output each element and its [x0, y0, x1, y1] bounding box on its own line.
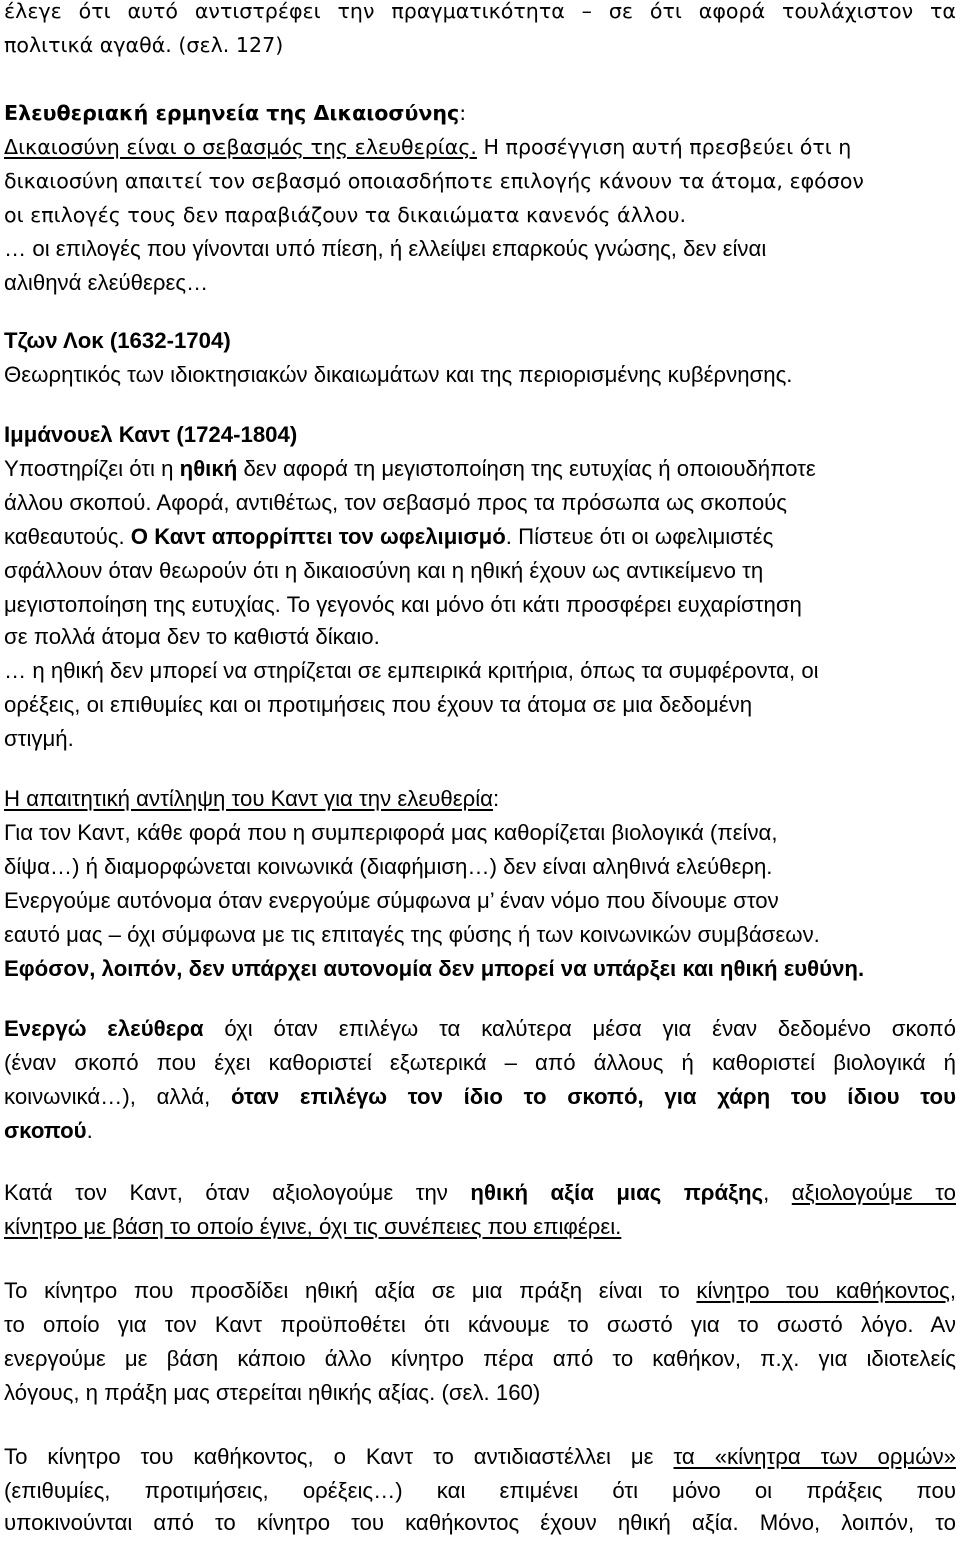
text-run: ενεργούμε με βάση κάποιο άλλο κίνητρο πέρα από το καθήκον, π.χ. για ιδιοτελείς	[4, 1346, 956, 1371]
text-run: καθεαυτούς.	[4, 524, 131, 549]
text-run: ,	[949, 1278, 956, 1303]
text-line	[4, 1210, 621, 1244]
text-line	[4, 884, 779, 918]
text-run: δικαιοσύνη απαιτεί τον σεβασμό οποιασδήποτε επιλογής κάνουν τα άτομα, εφόσον	[4, 169, 864, 193]
text-run: Υποστηρίζει ότι η	[4, 456, 180, 481]
bold-text-run: όταν επιλέγω τον ίδιο το σκοπό, για χάρη του ίδιου του	[231, 1084, 956, 1109]
text-run: αλιθηνά ελεύθερες…	[4, 270, 209, 295]
text-run: το οποίο για τον Καντ προϋποθέτει ότι κάνουμε το σωστό για το σωστό λόγο. Αν	[4, 1312, 956, 1337]
text-run: μεγιστοποίηση της ευτυχίας. Το γεγονός και μόνο ότι κάτι προσφέρει ευχαρίστηση	[4, 592, 802, 617]
bold-text-run: Ενεργώ ελεύθερα	[4, 1016, 204, 1041]
section-heading	[4, 324, 231, 358]
section-heading	[4, 418, 297, 452]
bold-text-run: Ιμμάνουελ Καντ (1724-1804)	[4, 422, 298, 447]
text-line	[4, 164, 864, 198]
text-run: δίψα…) ή διαμορφώνεται κοινωνικά (διαφήμιση…) δεν είναι αληθινά ελεύθερη.	[4, 854, 773, 879]
underlined-text-run: κίνητρο του καθήκοντος	[696, 1278, 950, 1303]
text-run: δεν αφορά τη μεγιστοποίηση της ευτυχίας ή οποιουδήποτε	[237, 456, 816, 481]
text-run: υποκινούνται από το κίνητρο του καθήκοντος έχουν ηθική αξία. Μόνο, λοιπόν, το	[4, 1510, 956, 1535]
text-line	[4, 1342, 956, 1376]
text-run: κοινωνικά…), αλλά,	[4, 1084, 232, 1109]
text-line	[4, 620, 380, 654]
text-run: εαυτό μας – όχι σύμφωνα με τις επιταγές της φύσης ή των κοινωνικών συμβάσεων.	[4, 922, 820, 947]
text-line	[4, 1012, 956, 1046]
text-run: ,	[763, 1180, 792, 1205]
text-run: . Πίστευε ότι οι ωφελιμιστές	[505, 524, 774, 549]
text-run: πολιτικά αγαθά. (σελ. 127)	[4, 33, 284, 57]
text-line	[4, 918, 820, 952]
text-line	[4, 1046, 956, 1080]
text-line	[4, 28, 283, 62]
text-line	[4, 266, 208, 300]
text-run: (επιθυμίες, προτιμήσεις, ορέξεις…) και επιμένει ότι μόνο οι πράξεις που	[4, 1478, 956, 1503]
text-line	[4, 1440, 956, 1474]
text-run: όχι όταν επιλέγω τα καλύτερα μέσα για έναν δεδομένο σκοπό	[203, 1016, 956, 1041]
text-run: (έναν σκοπό που έχει καθοριστεί εξωτερικά – από άλλους ή καθοριστεί βιολογικά ή	[4, 1050, 956, 1075]
bold-text-run: Ελευθεριακή ερμηνεία της Δικαιοσύνης	[4, 101, 460, 125]
text-run: … οι επιλογές που γίνονται υπό πίεση, ή ελλείψει επαρκούς γνώσης, δεν είναι	[4, 236, 767, 261]
text-run: :	[459, 101, 467, 125]
text-run: Θεωρητικός των ιδιοκτησιακών δικαιωμάτων και της περιορισμένης κυβέρνησης.	[4, 362, 793, 387]
underlined-text-run: Δικαιοσύνη είναι ο σεβασμός της ελευθερίας.	[4, 135, 477, 159]
text-line	[4, 722, 74, 756]
text-line	[4, 554, 763, 588]
bold-text-run: Εφόσον, λοιπόν, δεν υπάρχει αυτονομία δεν μπορεί να υπάρξει και ηθική ευθύνη.	[4, 956, 865, 981]
text-run: Για τον Καντ, κάθε φορά που η συμπεριφορά μας καθορίζεται βιολογικά (πείνα,	[4, 820, 778, 845]
text-run: σε πολλά άτομα δεν το καθιστά δίκαιο.	[4, 624, 380, 649]
bold-text-run: ηθική	[179, 456, 238, 481]
text-line	[4, 1308, 956, 1342]
text-line	[4, 1080, 956, 1114]
text-run: στιγμή.	[4, 726, 74, 751]
underlined-text-run: Η απαιτητική αντίληψη του Καντ για την ελευθερία	[4, 786, 493, 811]
text-line	[4, 1474, 956, 1508]
underlined-text-run: κίνητρο με βάση το οποίο έγινε, όχι τις συνέπειες που επιφέρει.	[4, 1214, 622, 1239]
text-run: Το κίνητρο που προσδίδει ηθική αξία σε μια πράξη είναι το	[4, 1278, 697, 1303]
bold-text-run: Ο Καντ απορρίπτει τον ωφελιμισμό	[130, 524, 506, 549]
text-line	[4, 1114, 93, 1148]
text-line	[4, 850, 772, 884]
text-run: Το κίνητρο του καθήκοντος, ο Καντ το αντιδιαστέλλει με	[4, 1444, 674, 1469]
text-line	[4, 816, 778, 850]
text-line	[4, 358, 792, 392]
text-line	[4, 232, 766, 266]
text-line	[4, 0, 956, 28]
text-line	[4, 1274, 956, 1308]
section-heading	[4, 782, 499, 816]
text-line	[4, 654, 819, 688]
text-run: Η προσέγγιση αυτή πρεσβεύει ότι η	[476, 135, 852, 159]
text-line	[4, 1506, 956, 1540]
text-run: λόγους, η πράξη μας στερείται ηθικής αξίας. (σελ. 160)	[4, 1380, 541, 1405]
text-run: άλλου σκοπού. Αφορά, αντιθέτως, τον σεβασμό προς τα πρόσωπα ως σκοπούς	[4, 490, 787, 515]
bold-text-run: ηθική αξία μιας πράξης	[470, 1180, 764, 1205]
text-run: Ενεργούμε αυτόνομα όταν ενεργούμε σύμφωνα μ’ έναν νόμο που δίνουμε στον	[4, 888, 779, 913]
underlined-text-run: τα «κίνητρα των ορμών»	[673, 1444, 956, 1469]
text-line	[4, 688, 752, 722]
text-line	[4, 1176, 956, 1210]
text-run: σφάλλουν όταν θεωρούν ότι η δικαιοσύνη και η ηθική έχουν ως αντικείμενο τη	[4, 558, 764, 583]
text-run: έλεγε ότι αυτό αντιστρέφει την πραγματικότητα – σε ότι αφορά τουλάχιστον τα	[4, 0, 956, 23]
text-run: ορέξεις, οι επιθυμίες και οι προτιμήσεις που έχουν τα άτομα σε μια δεδομένη	[4, 692, 753, 717]
text-line	[4, 452, 816, 486]
text-line	[4, 520, 773, 554]
text-line	[4, 198, 686, 232]
bold-text-run: Τζων Λοκ (1632-1704)	[4, 328, 231, 353]
text-run: Κατά τον Καντ, όταν αξιολογούμε την	[4, 1180, 471, 1205]
text-line	[4, 588, 802, 622]
text-run: οι επιλογές τους δεν παραβιάζουν τα δικαιώματα κανενός άλλου.	[4, 203, 687, 227]
text-line	[4, 1376, 540, 1410]
text-line	[4, 130, 851, 164]
text-run: :	[493, 786, 500, 811]
text-run: … η ηθική δεν μπορεί να στηρίζεται σε εμπειρικά κριτήρια, όπως τα συμφέροντα, οι	[4, 658, 819, 683]
underlined-text-run: αξιολογούμε το	[791, 1180, 956, 1205]
bold-text-run: σκοπού	[4, 1118, 87, 1143]
section-heading	[4, 96, 466, 130]
text-run: .	[86, 1118, 93, 1143]
text-line	[4, 952, 864, 986]
text-line	[4, 486, 787, 520]
